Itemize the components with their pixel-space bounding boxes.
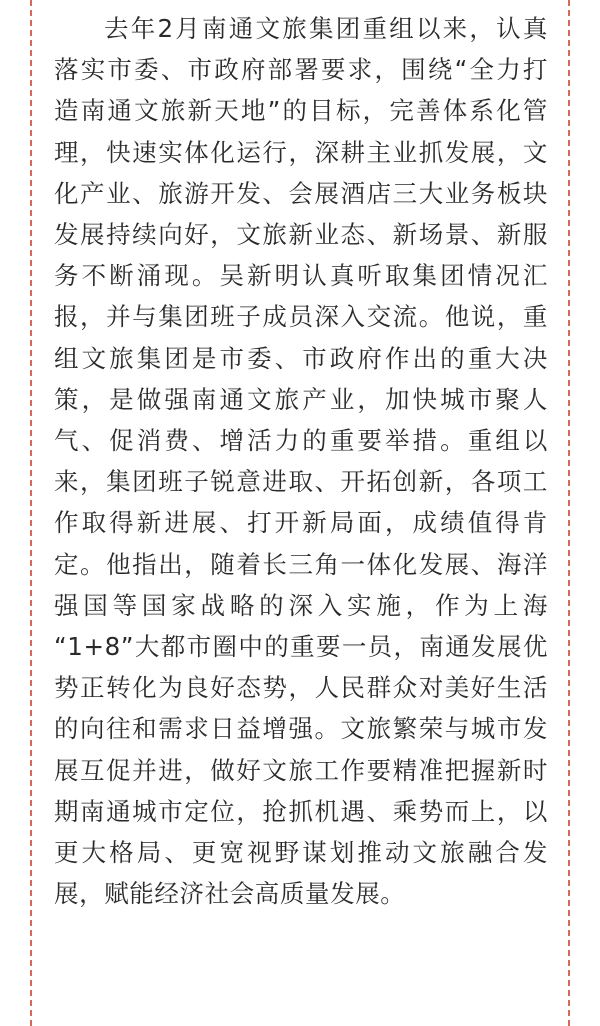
paragraph-line: 务不断涌现。吴新明认真听取集团情况汇 — [54, 261, 548, 291]
paragraph-line: 更大格局、更宽视野谋划推动文旅融合发 — [54, 838, 548, 868]
paragraph-line: 造南通文旅新天地”的目标，完善体系化管 — [54, 96, 548, 126]
paragraph-line: 作取得新进展、打开新局面，成绩值得肯 — [54, 508, 548, 538]
paragraph-line: 组文旅集团是市委、市政府作出的重大决 — [54, 343, 548, 373]
paragraph-line: 气、促消费、增活力的重要举措。重组以 — [54, 426, 548, 456]
paragraph-line: 发展持续向好，文旅新业态、新场景、新服 — [54, 220, 548, 250]
article-paragraph — [54, 8, 548, 914]
paragraph-line: 理，快速实体化运行，深耕主业抓发展，文 — [54, 137, 548, 167]
paragraph-line: 化产业、旅游开发、会展酒店三大业务板块 — [54, 178, 548, 208]
paragraph-line: 定。他指出，随着长三角一体化发展、海洋 — [54, 549, 548, 579]
paragraph-line: 展，赋能经济社会高质量发展。 — [54, 879, 406, 909]
paragraph-line: 强国等国家战略的深入实施，作为上海 — [54, 590, 548, 620]
paragraph-line: 势正转化为良好态势，人民群众对美好生活 — [54, 673, 548, 703]
paragraph-line: 去年2月南通文旅集团重组以来，认真 — [104, 14, 548, 43]
paragraph-line: 策，是做强南通文旅产业，加快城市聚人 — [54, 384, 548, 414]
paragraph-line: 期南通城市定位，抢抓机遇、乘势而上，以 — [54, 796, 548, 826]
paragraph-line: 来，集团班子锐意进取、开拓创新，各项工 — [54, 467, 548, 497]
paragraph-line: “1+8”大都市圈中的重要一员，南通发展优 — [54, 632, 548, 662]
paragraph-line: 落实市委、市政府部署要求，围绕“全力打 — [54, 55, 548, 85]
paragraph-line: 的向往和需求日益增强。文旅繁荣与城市发 — [54, 714, 548, 744]
paragraph-line: 报，并与集团班子成员深入交流。他说，重 — [54, 302, 548, 332]
paragraph-line: 展互促并进，做好文旅工作要精准把握新时 — [54, 755, 548, 785]
